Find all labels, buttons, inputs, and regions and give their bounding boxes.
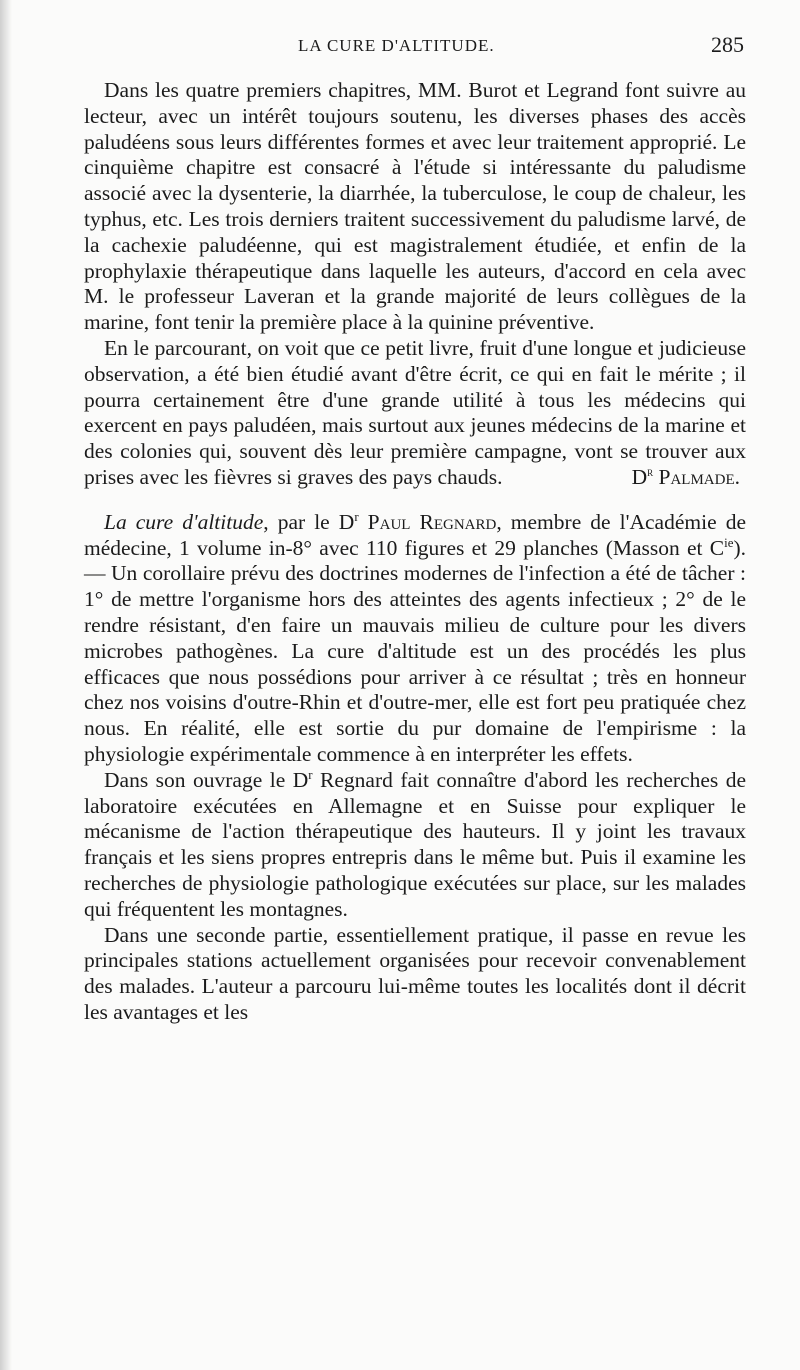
page-header: [84, 32, 744, 66]
review2-p2-sup: r: [308, 767, 313, 782]
review1-paragraph-1: Dans les quatre premiers chapitres, MM. Burot et Legrand font suivre au lecteur, avec un intérêt toujours soutenu, les diverses phases des accès paludéens sous leurs différentes formes et avec leur traitement approprié. Le cinquième chapitre est consacré à l'étude si intéressante du paludisme associé avec la dysenterie, la diarrhée, la tuberculose, le coup de chaleur, les typhus, etc. Les trois derniers traitent successivement du paludisme larvé, de la cachexie paludéenne, qui est magistralement étudiée, et enfin de la prophylaxie thérapeutique dans laquelle les auteurs, d'accord en cela avec M. le professeur Laveran et la grande majorité de leurs collègues de la marine, font tenir la première place à la quinine préventive.: [84, 78, 746, 335]
section-gap: [84, 491, 746, 510]
book-title: La cure d'altitude: [104, 509, 264, 534]
review2-p1-part2: , membre de l'Académie de médecine, 1 volume in-8° avec 110 figures et 29 planches (Masson et C: [84, 509, 746, 560]
page-number: 285: [711, 32, 744, 57]
signature-name: Palmade.: [658, 464, 740, 489]
signature-sup: r: [647, 464, 654, 479]
reviewer-signature: [612, 465, 746, 491]
review2-p2-part2: Regnard fait connaître d'abord les recherches de laboratoire exécutées en Allemagne et en Suisse pour expliquer le mécanisme de l'action thérapeutique des hauteurs. Il y joint les travaux français et les siens propres entrepris dans le même but. Puis il examine les recherches de physiologie pathologique exécutées sur place, sur les malades qui fréquentent les montagnes.: [84, 767, 746, 921]
review2-paragraph-1: [84, 510, 746, 768]
review2-p2-part1: Dans son ouvrage le D: [104, 767, 309, 792]
signature-prefix: D: [631, 464, 648, 489]
review2-p1-part3: ). — Un corollaire prévu des doctrines modernes de l'infection a été de tâcher : 1° de mettre l'organisme hors des atteintes des agents infectieux ; 2° de le rendre résistant, d'en faire un mauvais milieu de culture pour les divers microbes pathogènes. La cure d'altitude est un des procédés les plus efficaces que nous possédions pour arriver à ce résultat ; très en honneur chez nos voisins d'outre-Rhin et d'outre-mer, elle est fort peu pratiquée chez nous. En réalité, elle est sortie du pur domaine de l'empirisme : la physiologie expérimentale commence à en interpréter les effets.: [84, 535, 746, 766]
page-body: [84, 78, 746, 1026]
review1-paragraph-2: [84, 336, 746, 491]
review1-paragraph-2-text: En le parcourant, on voit que ce petit livre, fruit d'une longue et judicieuse observation, a été bien étudié avant d'être écrit, ce qui en fait le mérite ; il pourra certainement être d'une grande utilité à tous les médecins qui exercent en pays paludéen, mais surtout aux jeunes médecins de la marine et des colonies qui, souvent dès leur première campagne, vont se trouver aux prises avec les fièvres si graves des pays chauds.: [84, 335, 746, 489]
running-head: LA CURE D'ALTITUDE.: [298, 36, 495, 55]
review2-paragraph-3: Dans une seconde partie, essentiellement pratique, il passe en revue les principales stations actuellement organisées pour recevoir convenablement des malades. L'auteur a parcouru lui-même toutes les localités dont il décrit les avantages et les: [84, 922, 746, 1024]
page-edge-shadow: [0, 0, 12, 1370]
review2-p1-part1: , par le D: [263, 509, 355, 534]
review2-p1-sup1: r: [354, 509, 359, 524]
review2-paragraph-2: [84, 768, 746, 923]
review2-p1-sup2: ie: [724, 535, 734, 550]
book-author: Paul Regnard: [367, 509, 497, 534]
